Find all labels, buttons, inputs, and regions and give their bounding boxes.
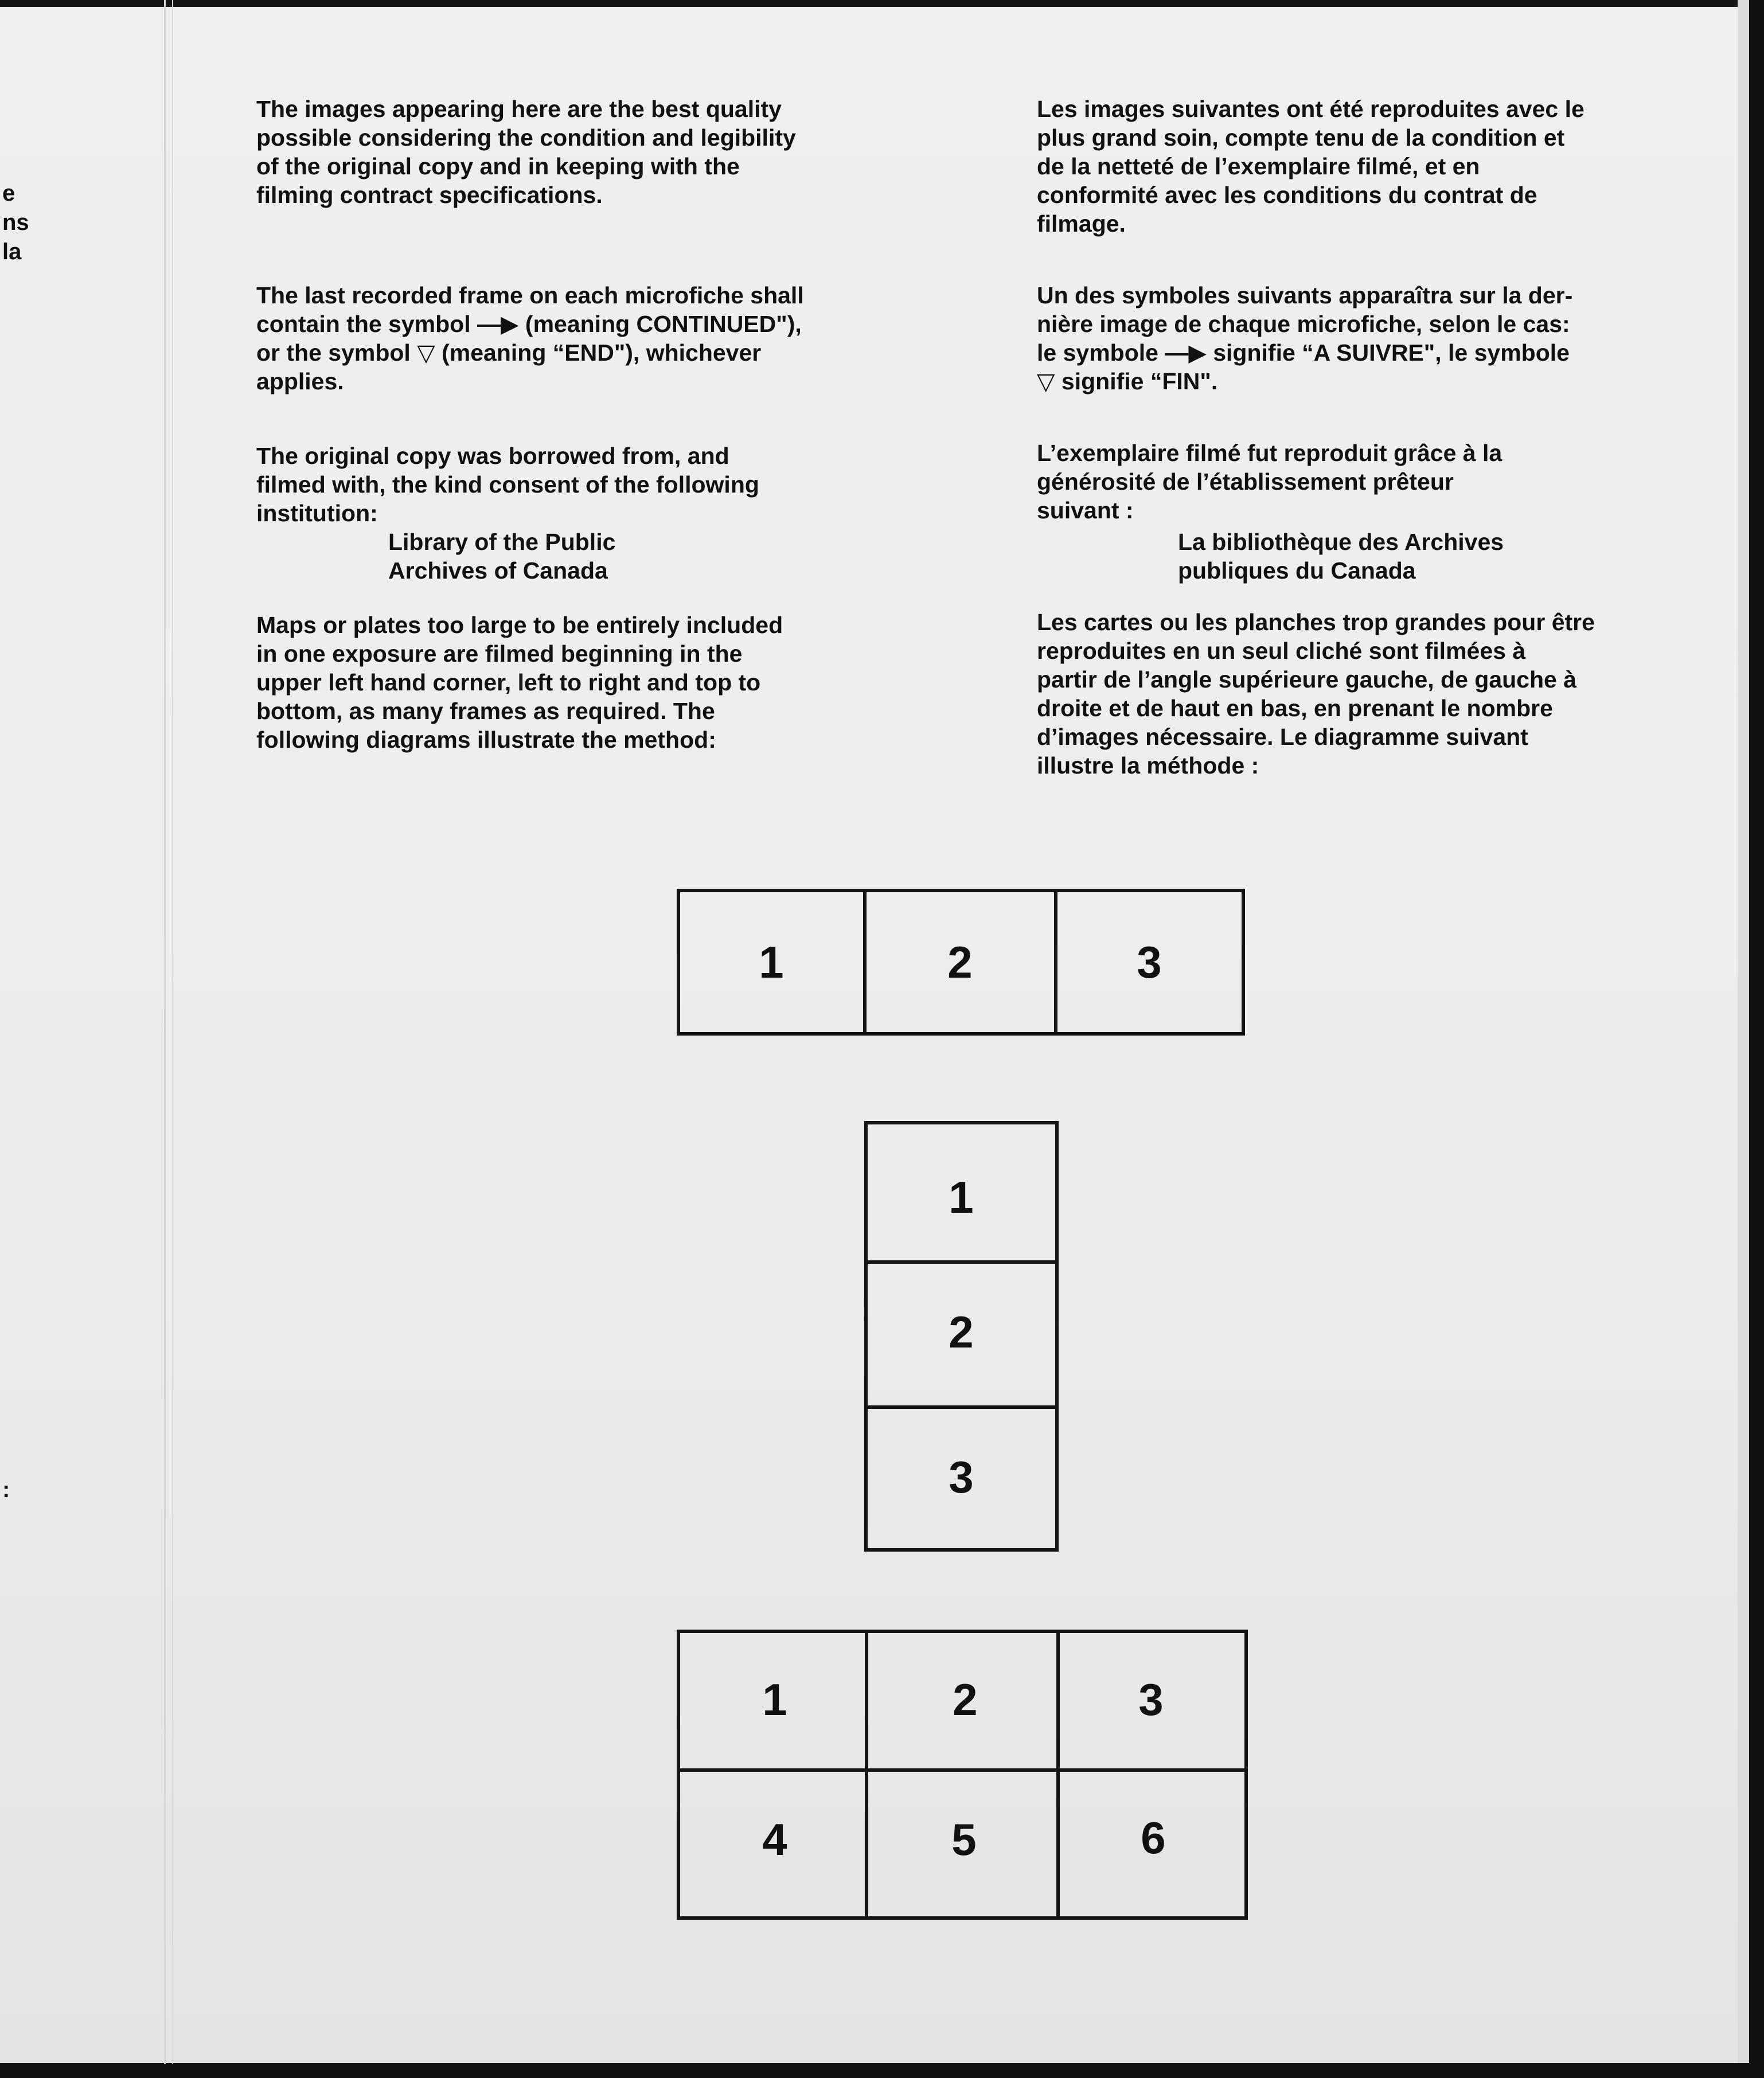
right-edge-strip	[1738, 0, 1749, 2064]
grid-frames-diagram	[678, 1631, 1246, 1918]
previous-page-fragments	[2, 179, 42, 267]
frame-number: 2	[947, 937, 973, 987]
english-symbol-paragraph: The last recorded frame on each microfiche shall contain the symbol —▶ (meaning CONTINUED"), or the symbol ▽ (meaning “END"), whichever applies.	[256, 282, 804, 394]
page-fold-line	[164, 0, 166, 2064]
horizontal-frames-diagram	[678, 890, 1243, 1034]
fragment-text: la	[2, 239, 22, 264]
right-film-border	[1749, 0, 1764, 2078]
bottom-film-border	[0, 2063, 1764, 2078]
english-quality-paragraph: The images appearing here are the best quality possible considering the condition and legibility of the original copy and in keeping with the filming contract specifications.	[256, 96, 796, 208]
fragment-colon: :	[2, 1477, 10, 1502]
fragment-text: e	[2, 181, 15, 206]
top-film-border	[0, 0, 1764, 7]
english-maps-paragraph: Maps or plates too large to be entirely included in one exposure are filmed beginning in the upper left hand corner, left to right and top to bottom, as many frames as required. The following diagrams illustrate the method:	[256, 612, 783, 753]
frame-number: 5	[951, 1814, 977, 1865]
page-fold-line-secondary	[172, 0, 173, 2064]
frame-number: 2	[953, 1674, 978, 1725]
fragment-text: ns	[2, 210, 29, 235]
french-maps-paragraph: Les cartes ou les planches trop grandes pour être reproduites en un seul cliché sont filmées à partir de l’angle supérieure gauche, de gauche à droite et de haut en bas, en prenant le nombre d’images nécessaire. Le diagramme suivant illustre la méthode :	[1037, 609, 1595, 779]
frame-number: 6	[1141, 1813, 1166, 1863]
french-quality-paragraph: Les images suivantes ont été reproduites avec le plus grand soin, compte tenu de la condition et de la netteté de l’exemplaire filmé, et en conformité avec les conditions du contrat de filmage.	[1037, 96, 1585, 237]
french-symbol-paragraph: Un des symboles suivants apparaîtra sur la der- nière image de chaque microfiche, selon le cas: le symbole —▶ signifie “A SUIVRE", le symbole ▽ signifie “FIN".	[1037, 282, 1573, 394]
english-borrowed-paragraph: The original copy was borrowed from, and filmed with, the kind consent of the following institution:	[256, 443, 759, 526]
frame-number: 2	[949, 1307, 974, 1357]
frame-number: 3	[949, 1452, 974, 1502]
frame-number: 1	[759, 937, 784, 987]
frame-number: 3	[1138, 1674, 1164, 1725]
french-institution-name: La bibliothèque des Archives publiques du Canada	[1178, 529, 1504, 584]
frame-number: 1	[949, 1172, 974, 1222]
french-borrowed-paragraph: L’exemplaire filmé fut reproduit grâce à la générosité de l’établissement prêteur suivant :	[1037, 440, 1502, 524]
frame-number: 1	[762, 1674, 787, 1725]
frame-number: 4	[762, 1814, 787, 1865]
frame-number: 3	[1137, 937, 1162, 987]
vertical-frames-diagram	[866, 1123, 1057, 1550]
english-institution-name: Library of the Public Archives of Canada	[388, 529, 616, 584]
